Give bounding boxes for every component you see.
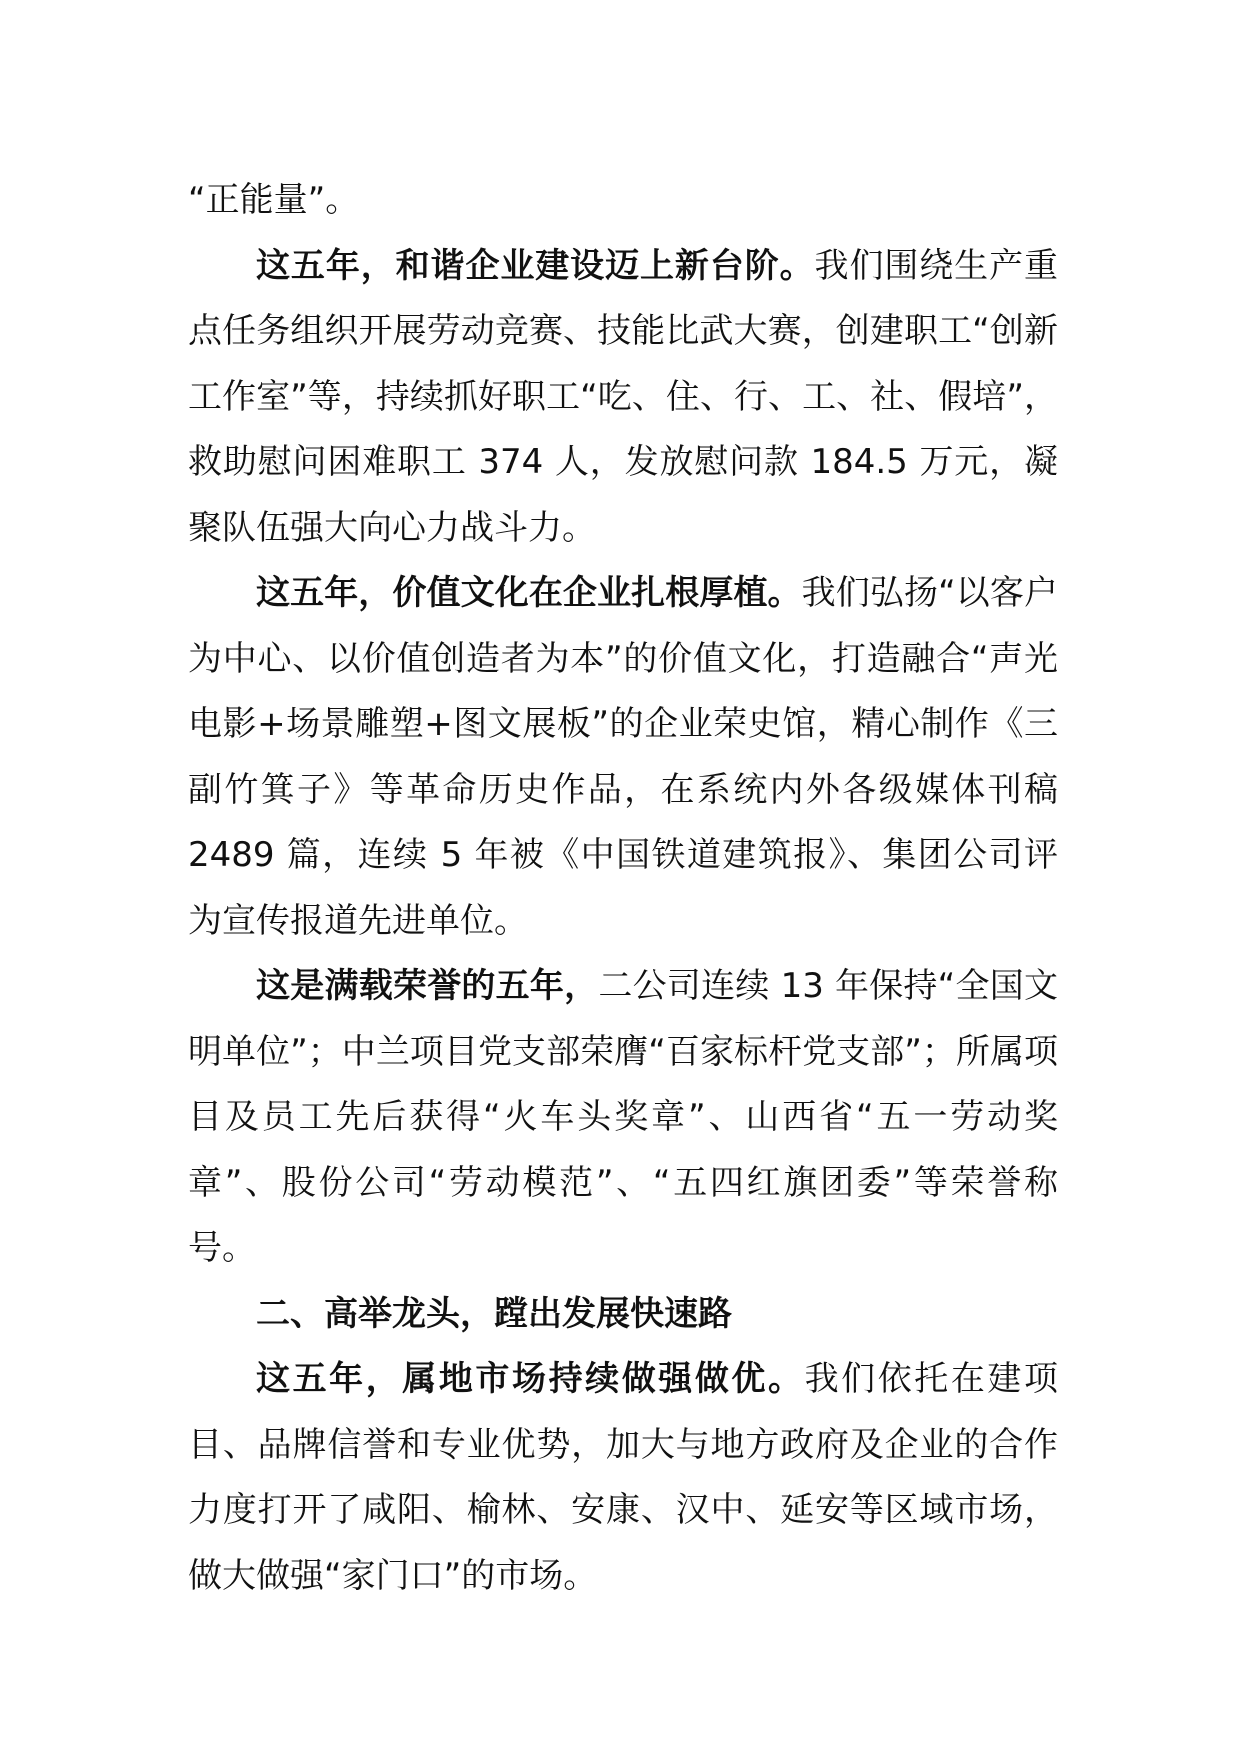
paragraph-local-market xyxy=(188,1347,1058,1609)
paragraph-text: 二公司连续 13 年保持“全国文明单位”；中兰项目党支部荣膺“百家标杆党支部”；所属项目及员工先后获得“火车头奖章”、山西省“五一劳动奖章”、股份公司“劳动模范”、“五四红旗团委”等荣誉称号。 xyxy=(188,966,1058,1268)
paragraph-text: “正能量”。 xyxy=(188,180,360,220)
paragraph-text: 我们围绕生产重点任务组织开展劳动竞赛、技能比武大赛，创建职工“创新工作室”等，持续抓好职工“吃、住、行、工、社、假培”，救助慰问困难职工 374 人，发放慰问款 184.5 万元，凝聚队伍强大向心力战斗力。 xyxy=(188,245,1059,548)
paragraph-lead: 这五年，和谐企业建设迈上新台阶。 xyxy=(256,245,815,286)
paragraph-lead: 这五年，属地市场持续做强做优。 xyxy=(256,1359,805,1399)
section-heading-text: 二、高举龙头，蹚出发展快速路 xyxy=(256,1293,732,1334)
document-body xyxy=(188,168,1058,1609)
paragraph-text: 我们弘扬“以客户为中心、以价值创造者为本”的价值文化，打造融合“声光电影+场景雕塑+图文展板”的企业荣史馆，精心制作《三副竹箕子》等革命历史作品，在系统内外各级媒体刊稿 2489 篇，连续 5 年被《中国铁道建筑报》、集团公司评为宣传报道先进单位。 xyxy=(188,573,1058,941)
paragraph-text: 我们依托在建项目、品牌信誉和专业优势，加大与地方政府及企业的合作力度打开了咸阳、榆林、安康、汉中、延安等区域市场，做大做强“家门口”的市场。 xyxy=(188,1359,1059,1596)
paragraph-harmonious-enterprise xyxy=(188,234,1058,562)
paragraph-honors xyxy=(188,954,1058,1282)
paragraph-lead: 这五年，价值文化在企业扎根厚植。 xyxy=(256,573,802,613)
paragraph-lead: 这是满载荣誉的五年， xyxy=(256,966,599,1006)
paragraph-continuation xyxy=(188,168,1058,234)
section-heading xyxy=(188,1282,1058,1348)
paragraph-value-culture xyxy=(188,561,1058,954)
